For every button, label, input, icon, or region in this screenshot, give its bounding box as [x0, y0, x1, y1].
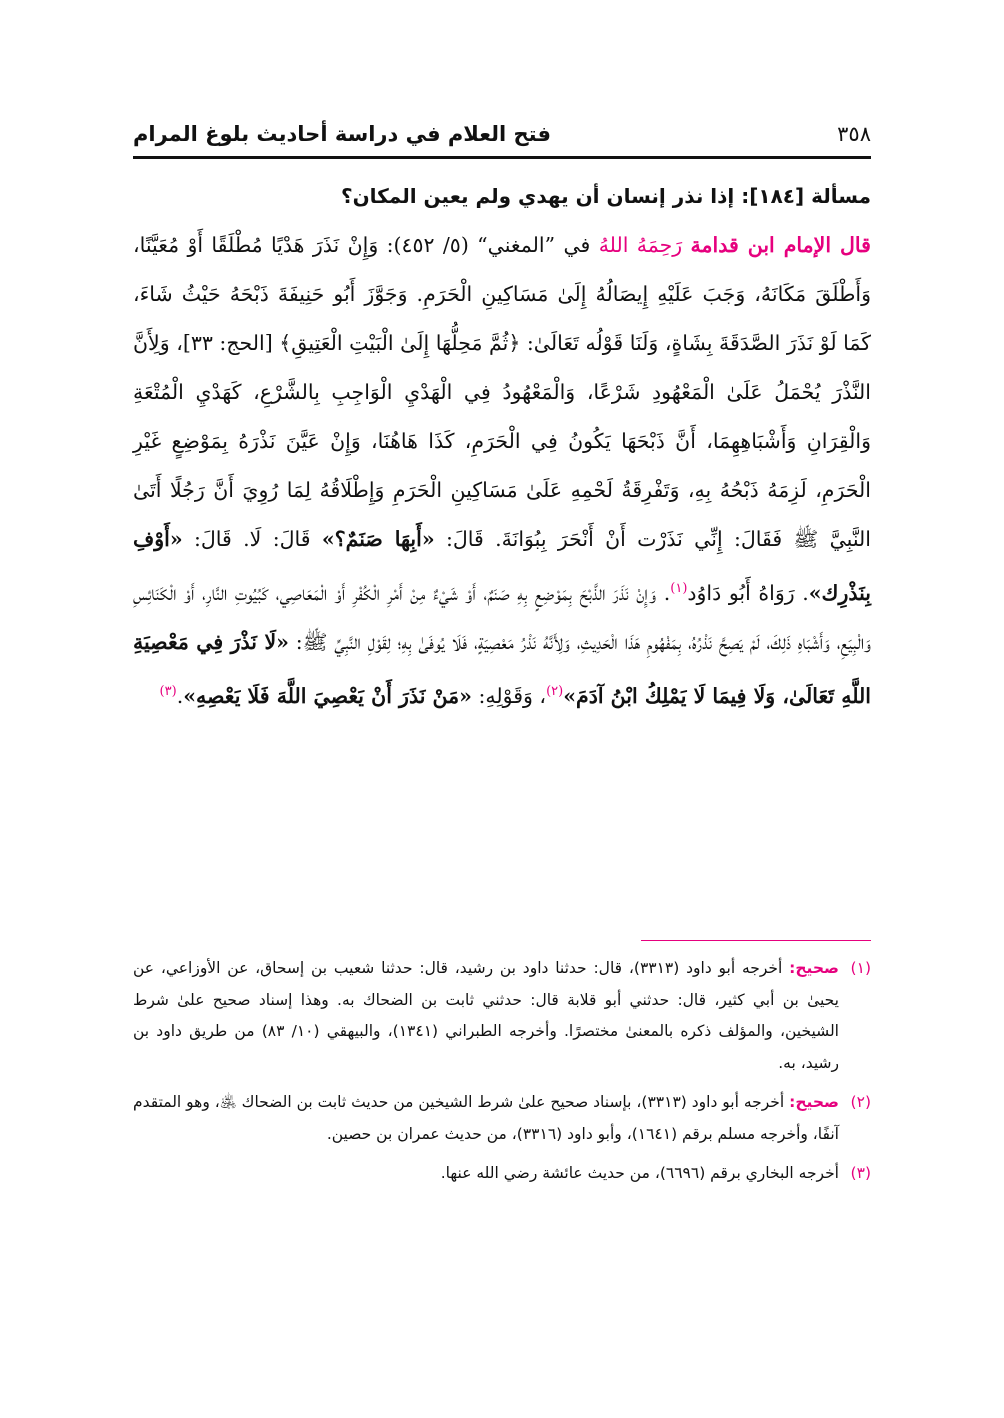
- footnote-text: أخرجه البخاري برقم (٦٦٩٦)، من حديث عائشة رضي الله عنها.: [440, 1164, 839, 1182]
- paragraph-part-4: . وَإِنْ نَذَرَ الذَّبْحَ بِمَوْضِعٍ بِهِ صَنَمٌ، أَوْ شَيْءٌ مِنْ أَمْرِ الْكُفْرِ أَوْ الْمَعَاصِي، كَبُيُوتِ النَّارِ، أَوْ الْكَنَائِسِ وَالْبِيَعِ، وَأَشْبَاهِ ذَلِكَ، لَمْ يَصِحَّ نَذْرُهُ، بِمَفْهُومِ هَذَا الْحَدِيثِ، وَلِأَنَّهُ نَذْرُ مَعْصِيَةٍ، فَلَا يُوفَىٰ بِهِ؛ لِقَوْلِ النَّبِيِّ ﷺ:: [133, 580, 871, 654]
- footnotes: [133, 953, 871, 1198]
- paragraph-part-2: قَالَ: لَا. قَالَ:: [194, 527, 311, 551]
- hadith-quote-1: «أَبِهَا صَنَمٌ؟»: [321, 527, 435, 551]
- footnote-3: [133, 1158, 871, 1190]
- issue-title: إذا نذر إنسان أن يهدي ولم يعين المكان؟: [340, 184, 735, 208]
- hadith-quote-3: «لَا نَذْرَ فِي مَعْصِيَةِ اللَّهِ تَعَالَىٰ، وَلَا فِيمَا لَا يَمْلِكُ ابْنُ آدَمَ»: [133, 629, 871, 708]
- issue-heading: [133, 172, 871, 221]
- paragraph-part-1: في ”المغني“ (٥/ ٤٥٢): وَإِنْ نَذَرَ هَدْيًا مُطْلَقًا أَوْ مُعَيَّنًا، وَأَطْلَقَ مَكَانَهُ، وَجَبَ عَلَيْهِ إِيصَالُهُ إِلَىٰ مَسَاكِينِ الْحَرَمِ. وَجَوَّزَ أَبُو حَنِيفَةَ ذَبْحَهُ حَيْثُ شَاءَ، كَمَا لَوْ نَذَرَ الصَّدَقَةَ بِشَاةٍ، وَلَنَا قَوْلُه تَعَالَىٰ: ﴿ثُمَّ مَحِلُّهَا إِلَىٰ الْبَيْتِ الْعَتِيقِ﴾ [الحج: ٣٣]، وَلِأَنَّ النَّذْرَ يُحْمَلُ عَلَىٰ الْمَعْهُودِ شَرْعًا، وَالْمَعْهُودُ فِي الْهَدْيِ الْوَاجِبِ بِالشَّرْعِ، كَهَدْيِ الْمُتْعَةِ وَالْقِرَانِ وَأَشْبَاهِهِمَا، أَنَّ ذَبْحَهَا يَكُونُ فِي الْحَرَمِ، كَذَا هَاهُنَا، وَإِنْ عَيَّنَ نَذْرَهُ بِمَوْضِعٍ غَيْرِ الْحَرَمِ، لَزِمَهُ ذَبْحُهُ بِهِ، وَتَفْرِقَةُ لَحْمِهِ عَلَىٰ مَسَاكِينِ الْحَرَمِ وَإِطْلَاقُهُ لِمَا رُوِيَ أَنَّ رَجُلًا أَتَىٰ النَّبِيَّ ﷺ فَقَالَ: إِنِّي نَذَرْت أَنْ أَنْحَرَ بِبُوَانَةَ. قَالَ:: [133, 233, 872, 551]
- header-divider: [133, 156, 871, 159]
- main-paragraph: [133, 221, 871, 721]
- issue-number: [١٨٤]:: [741, 184, 805, 208]
- hadith-quote-2: «أَوْفِ بِنَذْرِك»: [133, 527, 871, 605]
- page-header: [133, 116, 871, 152]
- footnote-divider: [641, 940, 871, 941]
- footnote-number: (٣): [850, 1164, 871, 1182]
- issue-label: مسألة: [811, 184, 871, 208]
- speaker: قال الإمام ابن قدامة: [690, 233, 871, 257]
- honorific: رَحِمَهُ اللهُ: [598, 233, 683, 257]
- footnote-grade: صحيح:: [789, 1093, 839, 1111]
- footnote-ref-2[interactable]: (٢): [546, 683, 564, 699]
- footnote-1: [133, 953, 871, 1079]
- footnote-grade: صحيح:: [789, 959, 839, 977]
- footnote-number: (٢): [850, 1093, 871, 1111]
- paragraph-part-3: . رَوَاهُ أَبُو دَاوُد: [687, 580, 809, 605]
- footnote-text: أخرجه أبو داود (٣٣١٣)، قال: حدثنا داود بن رشيد، قال: حدثنا شعيب بن إسحاق، عن الأوزاعي، عن يحيىٰ بن أبي كثير، قال: حدثني أبو قلابة قال: حدثني ثابت بن الضحاك به. وهذا إسناد صحيح علىٰ شرط الشيخين، والمؤلف ذكره بالمعنىٰ مختصرًا. وأخرجه الطبراني (١٣٤١)، والبيهقي (١٠/ ٨٣) من طريق داود بن رشيد، به.: [133, 959, 839, 1072]
- paragraph-part-5: ، وَقَوْلِهِ:: [478, 683, 547, 708]
- hadith-quote-4: «مَنْ نَذَرَ أَنْ يَعْصِيَ اللَّهَ فَلَا يَعْصِهِ»: [183, 683, 472, 708]
- footnote-ref-3[interactable]: (٣): [159, 683, 177, 699]
- footnote-number: (١): [850, 959, 871, 977]
- paragraph-end: .: [176, 683, 184, 708]
- footnote-ref-1[interactable]: (١): [670, 581, 688, 596]
- page-number: ٣٥٨: [837, 122, 871, 146]
- main-text: [133, 172, 871, 721]
- footnote-2: [133, 1087, 871, 1150]
- footnote-text: أخرجه أبو داود (٣٣١٣)، بإسناد صحيح علىٰ شرط الشيخين من حديث ثابت بن الضحاك ﵁، وهو المتقدم آنفًا، وأخرجه مسلم برقم (١٦٤١)، وأبو داود (٣٣١٦)، من حديث عمران بن حصين.: [133, 1093, 839, 1143]
- book-title: فتح العلام في دراسة أحاديث بلوغ المرام: [133, 122, 551, 146]
